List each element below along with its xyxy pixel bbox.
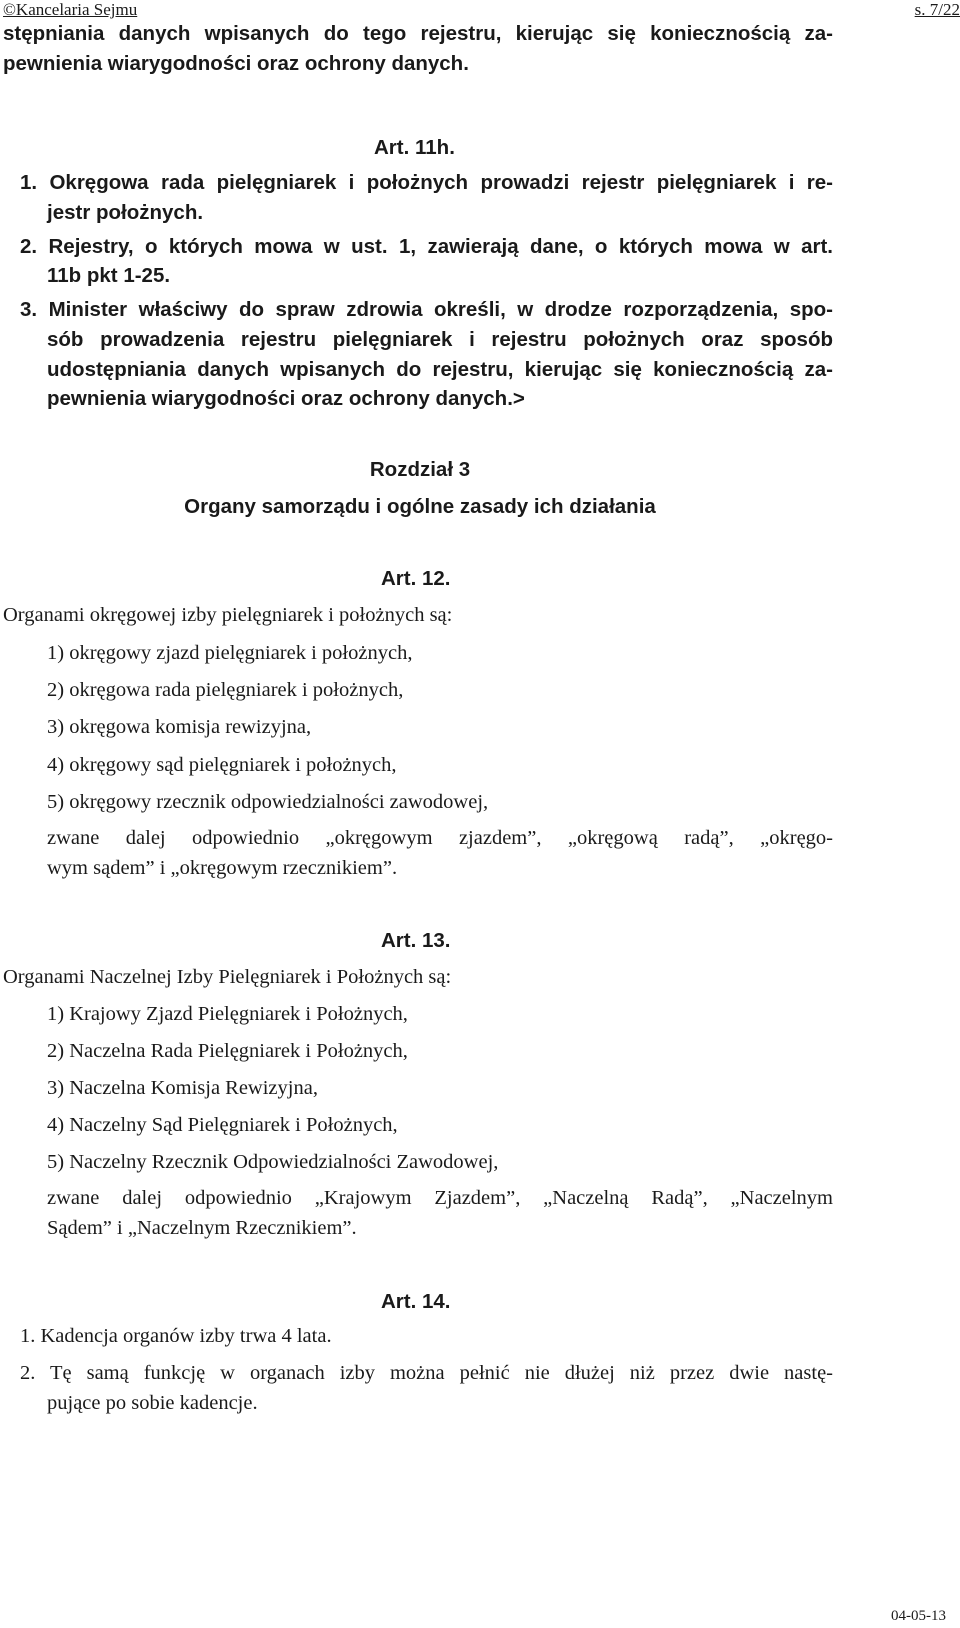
header-page-number: s. 7/22 — [914, 0, 960, 19]
text-line: 2. Rejestry, o których mowa w ust. 1, zawierają dane, o których mowa w art. — [20, 235, 833, 258]
list-item: 1) Krajowy Zjazd Pielęgniarek i Położnych, — [47, 1003, 408, 1025]
text-line: 3. Minister właściwy do spraw zdrowia określi, w drodze rozporządzenia, spo- — [20, 298, 833, 321]
article-title: Art. 13. — [381, 929, 451, 952]
text-line: zwane dalej odpowiednio „Krajowym Zjazdem”, „Naczelną Radą”, „Naczelnym — [47, 1187, 833, 1209]
article-title: Art. 12. — [381, 567, 451, 590]
list-item: 1) okręgowy zjazd pielęgniarek i położnych, — [47, 642, 413, 664]
chapter-number: Rozdział 3 — [369, 458, 471, 481]
text-line: pewnienia wiarygodności oraz ochrony danych.> — [47, 387, 525, 410]
list-item: 3) Naczelna Komisja Rewizyjna, — [47, 1077, 318, 1099]
text-line: Organami okręgowej izby pielęgniarek i położnych są: — [3, 604, 453, 626]
article-title: Art. 11h. — [374, 136, 455, 159]
article-title: Art. 14. — [381, 1290, 451, 1313]
list-item: 2) okręgowa rada pielęgniarek i położnych, — [47, 679, 404, 701]
text-line: pewnienia wiarygodności oraz ochrony danych. — [3, 52, 469, 75]
text-line: 1. Kadencja organów izby trwa 4 lata. — [20, 1325, 332, 1347]
text-line: 2. Tę samą funkcję w organach izby można pełnić nie dłużej niż przez dwie nastę- — [20, 1362, 833, 1384]
list-item: 4) okręgowy sąd pielęgniarek i położnych, — [47, 754, 397, 776]
text-line: sób prowadzenia rejestru pielęgniarek i rejestru położnych oraz sposób — [47, 328, 833, 351]
text-line: zwane dalej odpowiednio „okręgowym zjazdem”, „okręgową radą”, „okręgo- — [47, 827, 833, 849]
text-line: 11b pkt 1-25. — [47, 264, 171, 287]
list-item: 3) okręgowa komisja rewizyjna, — [47, 716, 312, 738]
text-line: Organami Naczelnej Izby Pielęgniarek i Położnych są: — [3, 966, 452, 988]
header-source: ©Kancelaria Sejmu — [3, 0, 138, 19]
chapter-title: Organy samorządu i ogólne zasady ich działania — [184, 495, 656, 518]
list-item: 4) Naczelny Sąd Pielęgniarek i Położnych, — [47, 1114, 398, 1136]
text-line: Sądem” i „Naczelnym Rzecznikiem”. — [47, 1217, 357, 1239]
list-item: 2) Naczelna Rada Pielęgniarek i Położnych, — [47, 1040, 408, 1062]
list-item: 5) Naczelny Rzecznik Odpowiedzialności Zawodowej, — [47, 1151, 499, 1173]
text-line: udostępniania danych wpisanych do rejestru, kierując się koniecznością za- — [47, 358, 833, 381]
text-line: wym sądem” i „okręgowym rzecznikiem”. — [47, 857, 398, 879]
footer-date: 04-05-13 — [891, 1608, 946, 1624]
text-line: pujące po sobie kadencje. — [47, 1392, 258, 1414]
text-line: 1. Okręgowa rada pielęgniarek i położnych prowadzi rejestr pielęgniarek i re- — [20, 171, 833, 194]
list-item: 5) okręgowy rzecznik odpowiedzialności zawodowej, — [47, 791, 489, 813]
text-line: stępniania danych wpisanych do tego rejestru, kierując się koniecznością za- — [3, 22, 833, 45]
text-line: jestr położnych. — [47, 201, 204, 224]
